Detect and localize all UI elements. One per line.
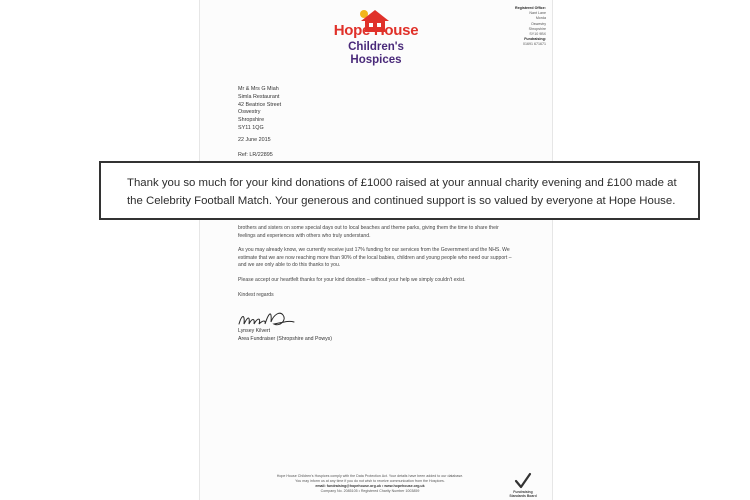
footer-line: You may inform us at any time if you do not wish to receive communication from the Hospices. bbox=[295, 479, 445, 483]
registered-office-line: Nant Lane bbox=[529, 11, 546, 16]
fundraising-standards-check-icon bbox=[514, 472, 532, 490]
registered-office-line: Morda bbox=[535, 16, 546, 21]
highlighted-excerpt-text: Thank you so much for your kind donations of £1000 raised at your annual charity evening and £100 made at the Celebrity Football Match. Your generous and continued support is so valued by everyone at Hope House. bbox=[127, 177, 677, 207]
recipient-line: 42 Beatrice Street bbox=[238, 101, 282, 108]
fundraising-phone: 01691 671671 bbox=[523, 42, 546, 47]
letter-page bbox=[199, 0, 553, 500]
fundraising-standards-label bbox=[508, 491, 538, 499]
fundraising-label: Fundraising: bbox=[524, 37, 546, 42]
registered-office-line: Oswestry bbox=[531, 21, 546, 26]
fundraising-standards-mark bbox=[508, 472, 538, 500]
brand-subtitle: Children's Hospices bbox=[348, 41, 404, 66]
recipient-line: Mr & Mrs G Miah bbox=[238, 86, 279, 92]
recipient-line: SY11 1QG bbox=[238, 124, 264, 131]
brand-title: Hope House bbox=[333, 22, 419, 39]
brand-name bbox=[321, 22, 431, 67]
signer-block bbox=[238, 328, 332, 343]
body-paragraph: As you may already know, we currently receive just 17% funding for our services from the Government and the NHS. We estimate that we are now reaching more than 90% of the local babies, children and young people who need our support – and we are only able to do this thanks to you. bbox=[238, 247, 512, 269]
fundraising-standards-line: Standards Board bbox=[509, 493, 537, 498]
recipient-line: Oswestry bbox=[238, 109, 261, 116]
fundraising-standards-line: Fundraising bbox=[513, 490, 533, 494]
footer-line: Company No. 2085105 • Registered Charity Number 1003859 bbox=[320, 489, 420, 493]
registered-office-line: SY10 9BX bbox=[529, 32, 546, 37]
recipient-line: Shropshire bbox=[238, 117, 265, 124]
footer-contact: email: fundraising@hopehouse.org.uk • www.hopehouse.org.uk bbox=[315, 484, 425, 488]
footer-line: Hope House Children's Hospices comply with the Data Protection Act. Your details have been added to our database. bbox=[276, 474, 464, 478]
hope-house-logo bbox=[321, 9, 431, 66]
letter-reference: Ref: LR/22895 bbox=[238, 152, 273, 158]
recipient-address bbox=[238, 86, 281, 133]
closing: Kindest regards bbox=[238, 292, 274, 298]
signer-title: Area Fundraiser (Shropshire and Powys) bbox=[238, 335, 332, 342]
registered-office-label: Registered Office: bbox=[515, 6, 546, 10]
letter-footer bbox=[250, 474, 490, 494]
registered-office bbox=[490, 6, 546, 48]
registered-office-line: Shropshire bbox=[528, 26, 546, 31]
letter-date: 22 June 2015 bbox=[238, 137, 271, 143]
highlighted-excerpt bbox=[99, 161, 700, 220]
body-paragraph: Please accept our heartfelt thanks for your kind donation – without your help we simply couldn't exist. bbox=[238, 277, 466, 283]
body-paragraph: brothers and sisters on some special days out to local beaches and theme parks, giving them the time to share their feelings and experiences with others who truly understand. bbox=[238, 225, 499, 239]
signer-name: Lynsey Kilvert bbox=[238, 328, 271, 334]
recipient-line: Simla Restaurant bbox=[238, 93, 280, 100]
